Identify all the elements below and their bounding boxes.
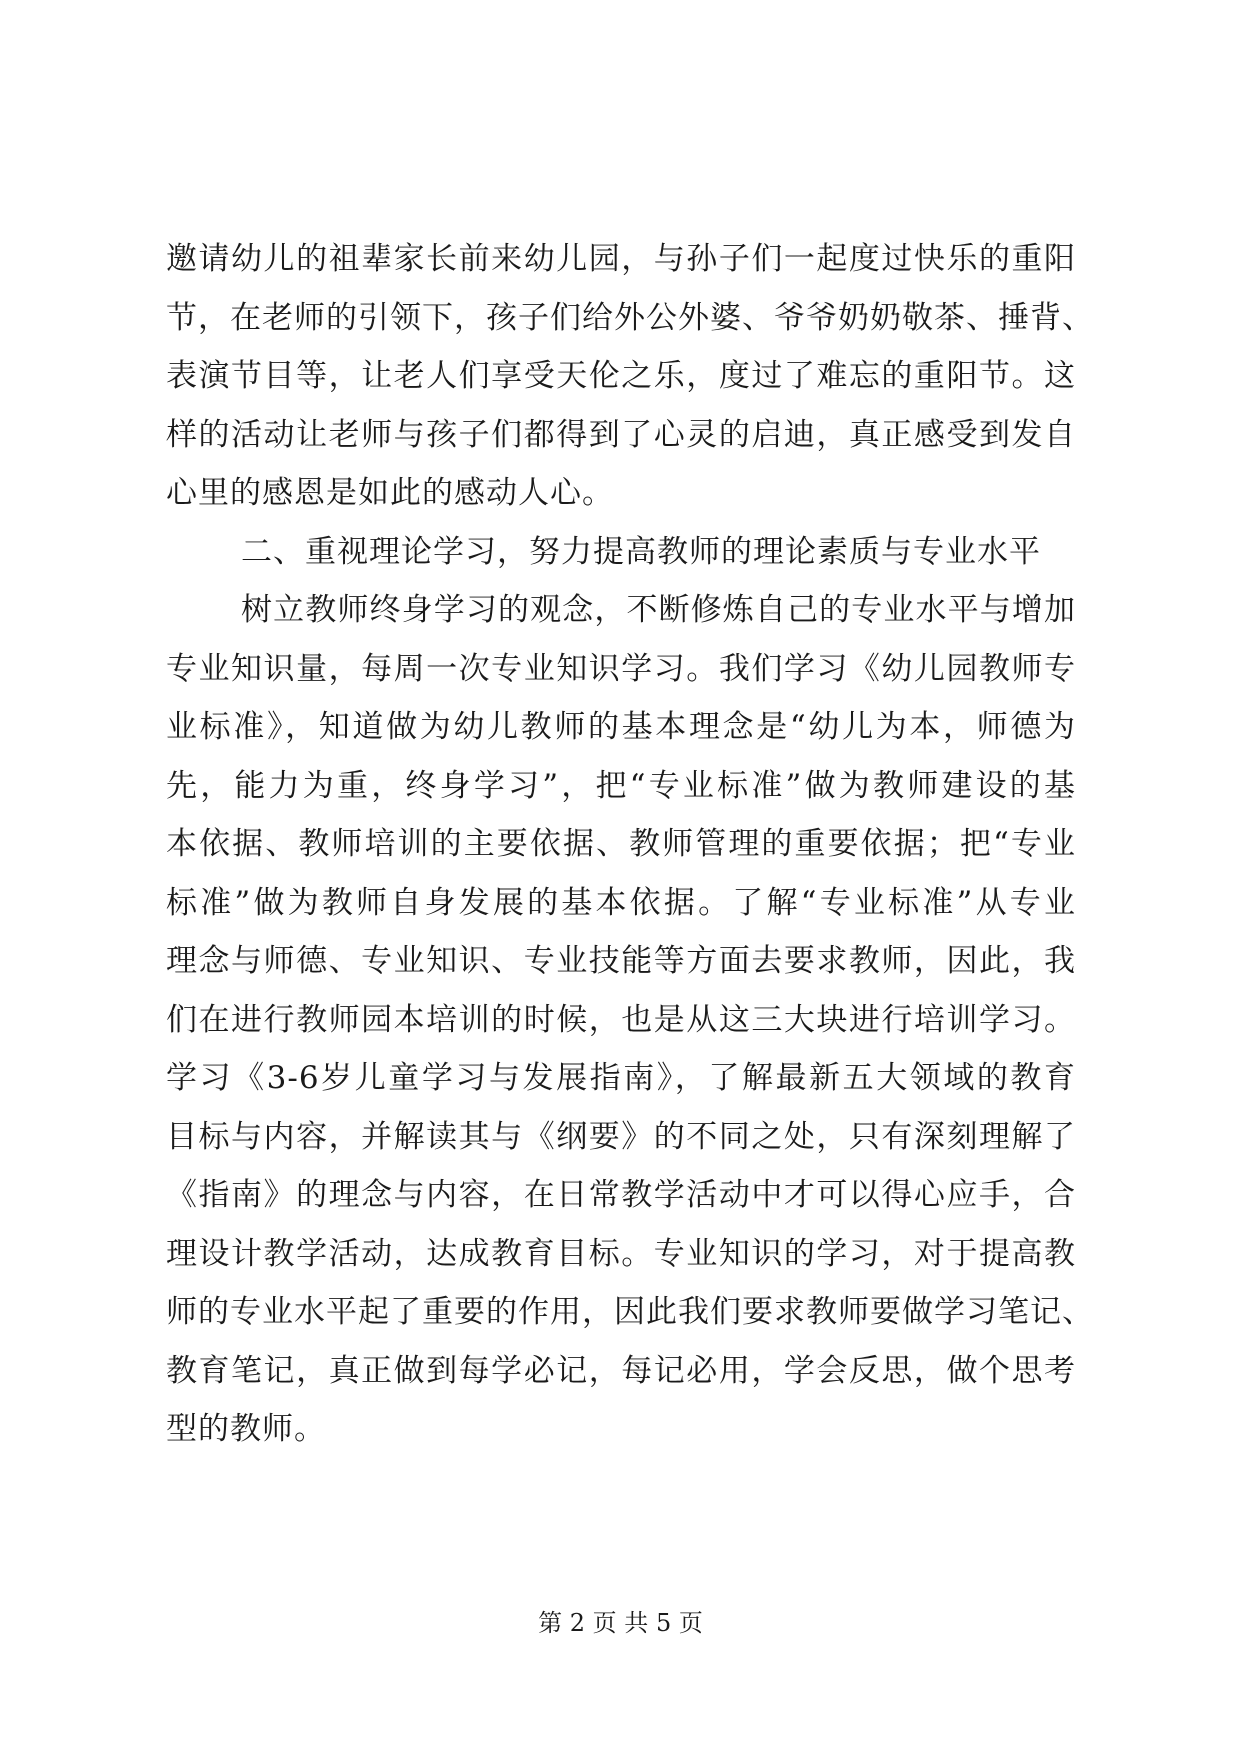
paragraph-line: 专业知识量，每周一次专业知识学习。我们学习《幼儿园教师专	[166, 650, 1076, 687]
paragraph-line: 型的教师。	[166, 1411, 326, 1447]
paragraph-line: 邀请幼儿的祖辈家长前来幼儿园，与孙子们一起度过快乐的重阳	[166, 241, 1076, 277]
paragraph-line: 树立教师终身学习的观念，不断修炼自己的专业水平与增加	[241, 592, 1076, 628]
paragraph-line: 学习《3-6岁儿童学习与发展指南》，了解最新五大领域的教育	[166, 1060, 1076, 1096]
paragraph-line: 们在进行教师园本培训的时候，也是从这三大块进行培训学习。	[166, 1001, 1076, 1038]
paragraph-line: 表演节目等，让老人们享受天伦之乐，度过了难忘的重阳节。这	[166, 358, 1076, 394]
paragraph-line: 理念与师德、专业知识、专业技能等方面去要求教师，因此，我	[166, 943, 1076, 979]
paragraph-line: 本依据、教师培训的主要依据、教师管理的重要依据；把“专业	[166, 826, 1076, 862]
paragraph-line: 《指南》的理念与内容，在日常教学活动中才可以得心应手，合	[166, 1177, 1076, 1213]
section-heading: 二、重视理论学习，努力提高教师的理论素质与专业水平	[241, 533, 1041, 570]
paragraph-line: 理设计教学活动，达成教育目标。专业知识的学习，对于提高教	[166, 1235, 1076, 1272]
document-body	[166, 230, 1094, 1459]
paragraph-line: 目标与内容，并解读其与《纲要》的不同之处，只有深刻理解了	[166, 1118, 1076, 1155]
paragraph-line: 师的专业水平起了重要的作用，因此我们要求教师要做学习笔记、	[166, 1294, 1094, 1330]
paragraph-line: 节，在老师的引领下，孩子们给外公外婆、爷爷奶奶敬茶、捶背、	[166, 299, 1094, 336]
paragraph-line: 标准”做为教师自身发展的基本依据。了解“专业标准”从专业	[166, 884, 1076, 921]
paragraph-line: 先，能力为重，终身学习”，把“专业标准”做为教师建设的基	[166, 767, 1076, 804]
paragraph-line: 样的活动让老师与孩子们都得到了心灵的启迪，真正感受到发自	[166, 416, 1076, 453]
paragraph-line: 教育笔记，真正做到每学必记，每记必用，学会反思，做个思考	[166, 1352, 1076, 1389]
paragraph-line: 心里的感恩是如此的感动人心。	[166, 475, 614, 511]
paragraph-line: 业标准》，知道做为幼儿教师的基本理念是“幼儿为本，师德为	[166, 709, 1076, 745]
page-number-footer: 第 2 页 共 5 页	[538, 1609, 703, 1637]
